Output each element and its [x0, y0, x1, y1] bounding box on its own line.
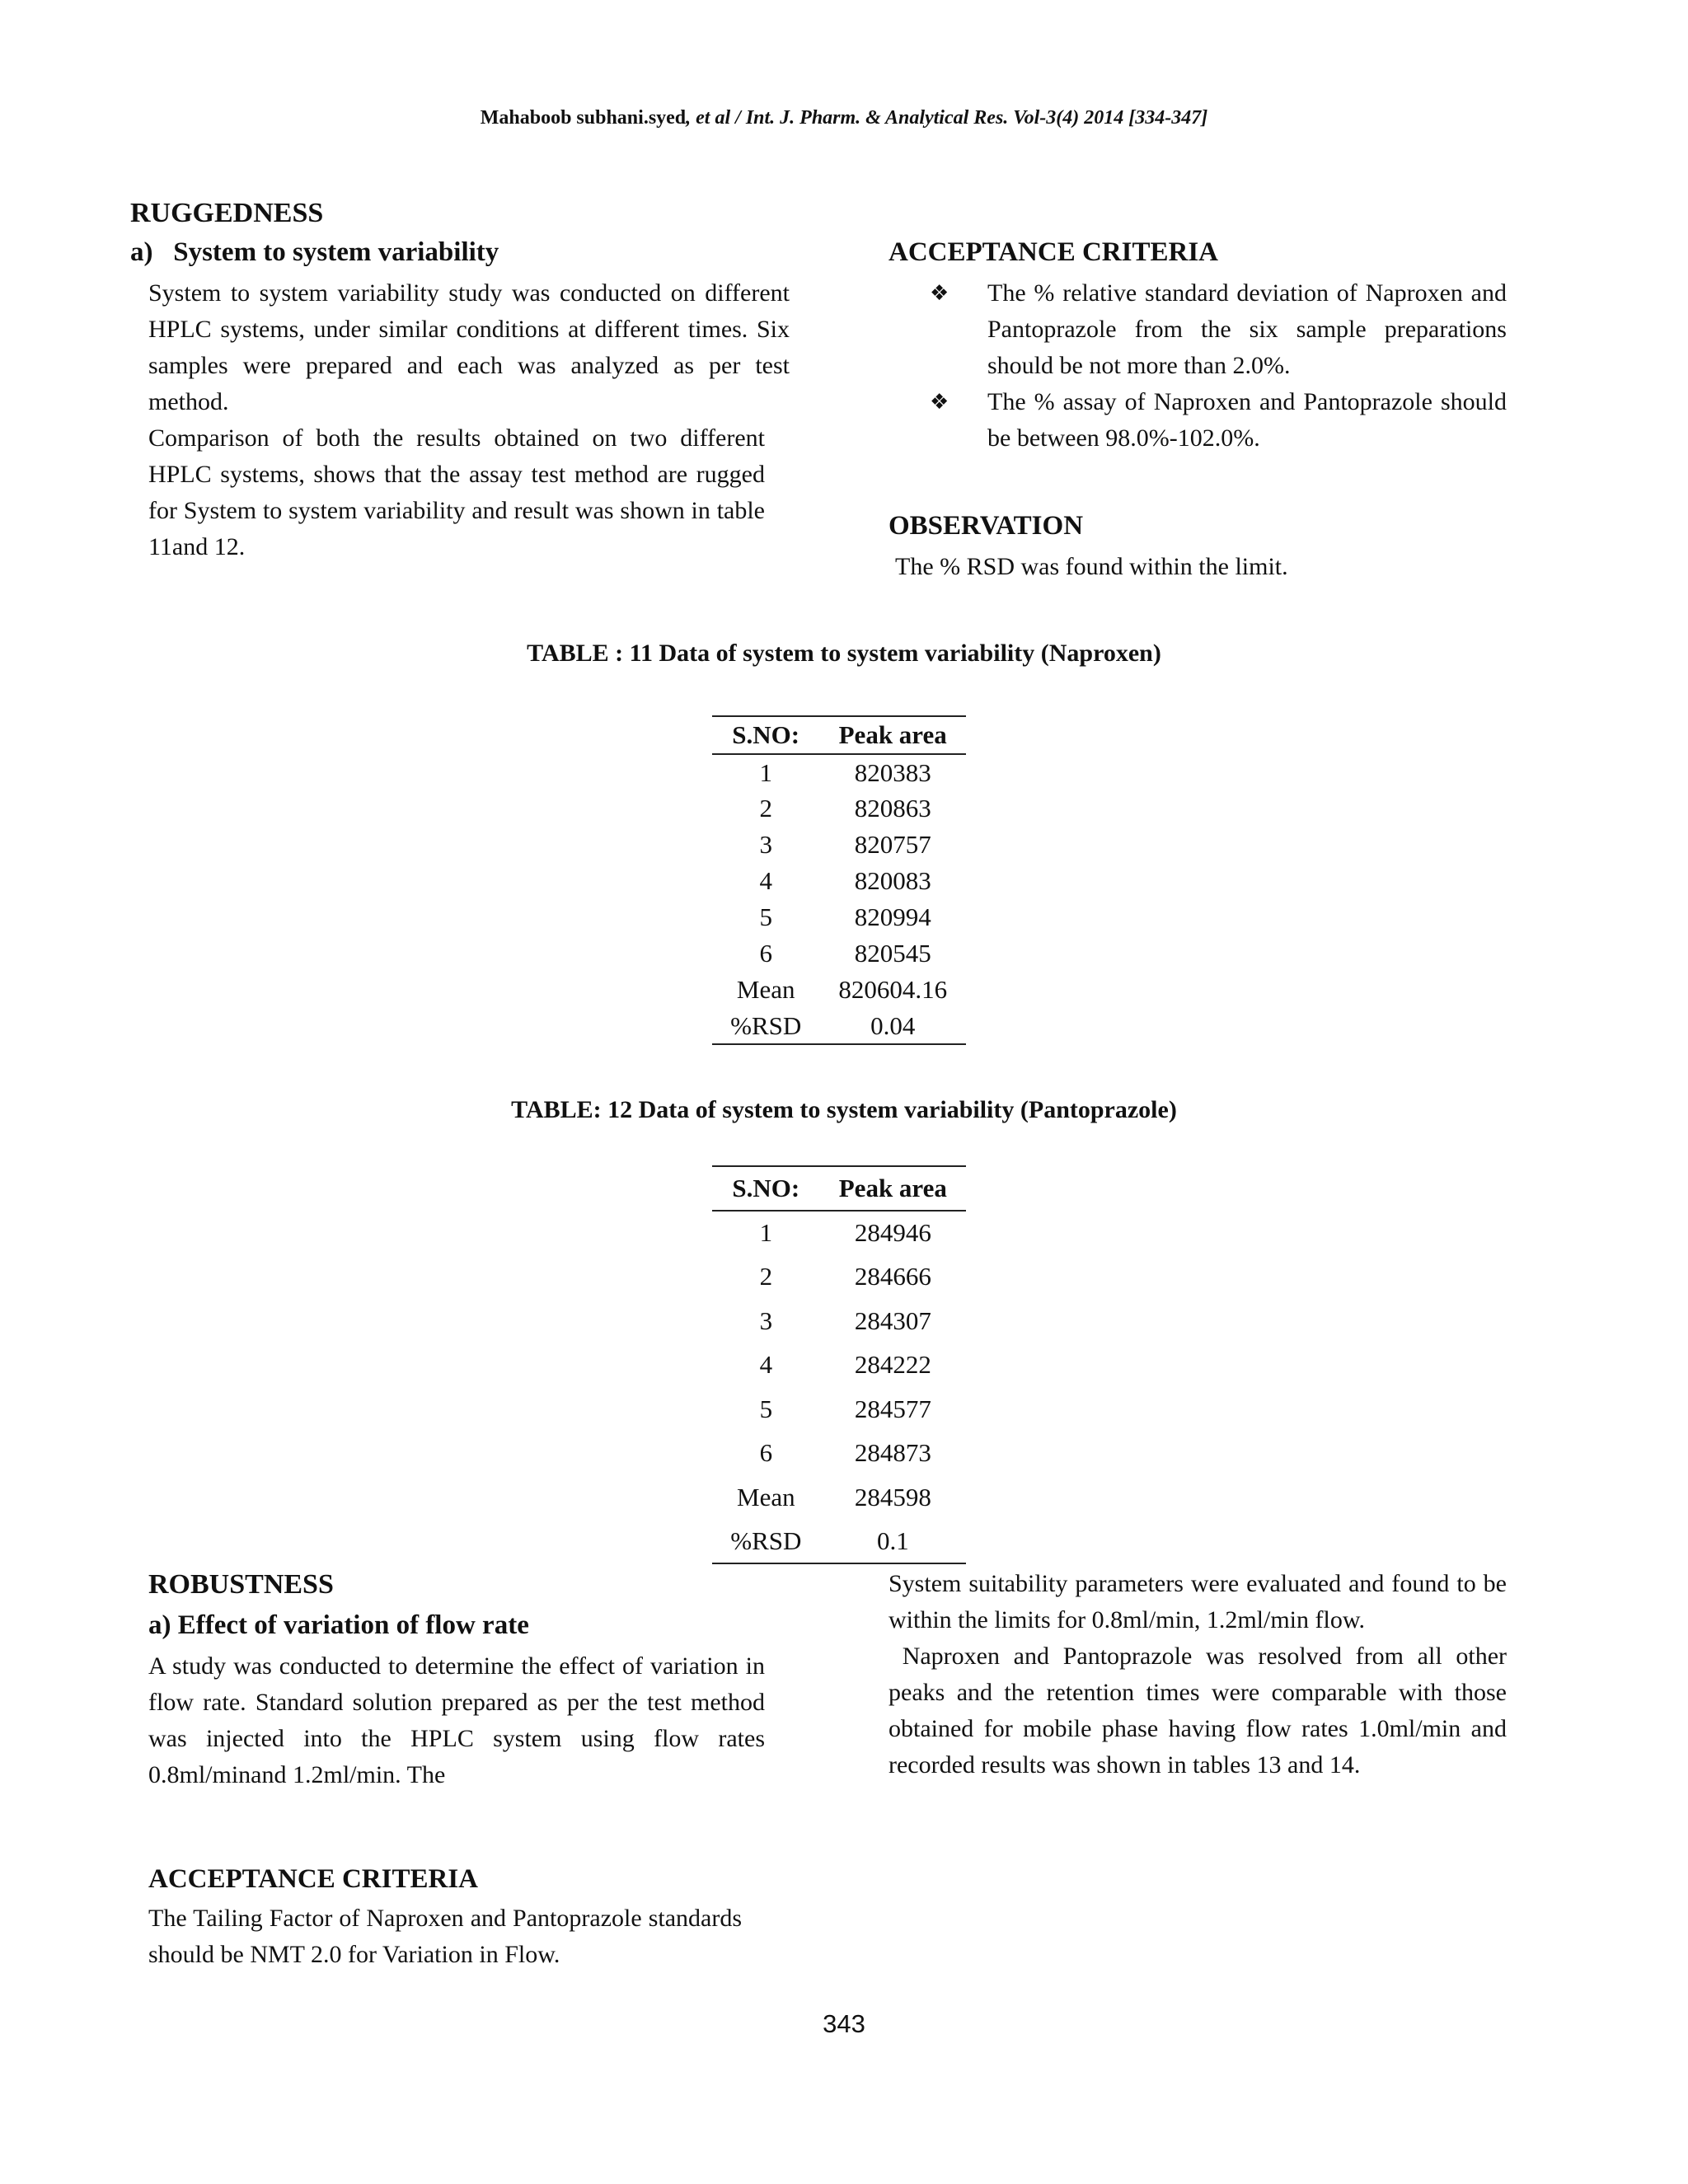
row-label-cell: 1 — [759, 757, 772, 787]
table-row — [712, 1387, 966, 1432]
peak-area-cell: 284873 — [854, 1438, 931, 1468]
column-header: Peak area — [820, 1166, 966, 1211]
acceptance-criteria-list — [930, 275, 1507, 457]
list-item: ❖ The % relative standard deviation of Naproxen and Pantoprazole from the six sample preparations should be not more than 2.0%. — [930, 275, 1507, 384]
peak-area-cell: 820994 — [854, 902, 931, 931]
row-label-cell: 5 — [759, 1394, 773, 1423]
robustness-heading: ROBUSTNESS — [148, 1569, 334, 1600]
peak-area-cell: 0.1 — [820, 1520, 966, 1564]
table-row — [712, 1255, 966, 1300]
row-label-cell: 4 — [759, 1350, 773, 1380]
header-author: Mahaboob subhani.syed — [480, 107, 687, 129]
table-row — [712, 863, 966, 899]
row-label-cell: %RSD — [712, 1520, 820, 1564]
row-label-cell: Mean — [736, 975, 795, 1004]
row-label-cell: 6 — [759, 939, 772, 968]
table-row — [712, 1432, 966, 1476]
table-row — [712, 827, 966, 863]
table-row — [712, 935, 966, 972]
observation-heading: OBSERVATION — [889, 511, 1084, 541]
ruggedness-paragraph-1: System to system variability study was conducted on different HPLC systems, under similar conditions at different times. Six samples were prepared and each was analyzed as per test method. — [148, 279, 790, 415]
list-item: ❖ The % assay of Naproxen and Pantoprazole should be between 98.0%-102.0%. — [930, 384, 1507, 457]
peak-area-cell: 820757 — [854, 830, 931, 859]
row-label-cell: 3 — [759, 1305, 773, 1335]
table-11 — [712, 715, 966, 1045]
table-12-caption: TABLE: 12 Data of system to system variability (Pantoprazole) — [511, 1096, 1177, 1123]
resolution-paragraph: Naproxen and Pantoprazole was resolved from all other peaks and the retention times were comparable with those obtained for mobile phase having flow rates 1.0ml/min and recorded results was shown in tables 13 and 14. — [889, 1643, 1519, 1779]
diamond-bullet-icon: ❖ — [930, 281, 950, 306]
diamond-bullet-icon: ❖ — [930, 390, 950, 415]
page-number: 343 — [823, 2009, 865, 2038]
peak-area-cell: 284666 — [854, 1262, 931, 1291]
system-suitability-paragraph: System suitability parameters were evaluated and found to be within the limits for 0.8ml/min, 1.2ml/min flow. — [889, 1570, 1507, 1633]
row-label-cell: 2 — [759, 1262, 773, 1291]
observation-text: The % RSD was found within the limit. — [895, 553, 1288, 580]
peak-area-cell: 820383 — [854, 757, 931, 787]
table-row — [712, 1520, 966, 1564]
running-header — [0, 107, 1688, 129]
row-label-cell: 3 — [759, 830, 772, 859]
peak-area-cell: 820083 — [854, 866, 931, 895]
table-row — [712, 1475, 966, 1520]
peak-area-cell: 820545 — [854, 939, 931, 968]
row-label-cell: Mean — [737, 1482, 795, 1511]
peak-area-cell: 820863 — [854, 794, 931, 823]
table-row — [712, 790, 966, 827]
acceptance-criteria-heading: ACCEPTANCE CRITERIA — [889, 237, 1219, 267]
system-variability-subheading: a) System to system variability — [130, 237, 499, 267]
row-label-cell: 4 — [759, 866, 772, 895]
column-header: S.NO: — [712, 1166, 820, 1211]
peak-area-cell: 284598 — [854, 1482, 931, 1511]
peak-area-cell: 284577 — [854, 1394, 931, 1423]
table-row — [712, 1211, 966, 1255]
row-label-cell: 1 — [759, 1218, 773, 1248]
acceptance-criteria-heading-2: ACCEPTANCE CRITERIA — [148, 1864, 479, 1894]
table-row — [712, 1299, 966, 1343]
column-header: S.NO: — [712, 716, 819, 754]
table-11-caption: TABLE : 11 Data of system to system variability (Naproxen) — [527, 640, 1161, 667]
flow-rate-subheading: a) Effect of variation of flow rate — [148, 1610, 529, 1640]
table-12 — [712, 1165, 966, 1564]
table-row — [712, 899, 966, 935]
column-header: Peak area — [819, 716, 966, 754]
table-row — [712, 754, 966, 790]
header-citation: , et al / Int. J. Pharm. & Analytical Res. Vol-3(4) 2014 [334-347] — [686, 107, 1208, 129]
table-row — [712, 1008, 966, 1044]
row-label-cell: 5 — [759, 902, 772, 931]
robustness-paragraph: A study was conducted to determine the effect of variation in flow rate. Standard solution prepared as per the test method was injected into the HPLC system using flow rates 0.8ml/minand 1.2ml/min. The — [148, 1652, 765, 1788]
peak-area-cell: 820604.16 — [838, 975, 948, 1004]
peak-area-cell: 284946 — [854, 1218, 931, 1248]
table-row — [712, 1343, 966, 1388]
table-row — [712, 972, 966, 1008]
tailing-factor-criteria: The Tailing Factor of Naproxen and Pantoprazole standards should be NMT 2.0 for Variation in Flow. — [148, 1905, 742, 1968]
peak-area-cell: 284307 — [854, 1305, 931, 1335]
ruggedness-paragraph-2: Comparison of both the results obtained on two different HPLC systems, shows that the assay test method are rugged for System to system variability and result was shown in table 11and 12. — [148, 424, 765, 560]
row-label-cell: 2 — [759, 794, 772, 823]
peak-area-cell: 284222 — [854, 1350, 931, 1380]
peak-area-cell: 0.04 — [819, 1008, 966, 1044]
ruggedness-heading: RUGGEDNESS — [130, 198, 324, 228]
row-label-cell: %RSD — [712, 1008, 819, 1044]
row-label-cell: 6 — [759, 1438, 773, 1468]
